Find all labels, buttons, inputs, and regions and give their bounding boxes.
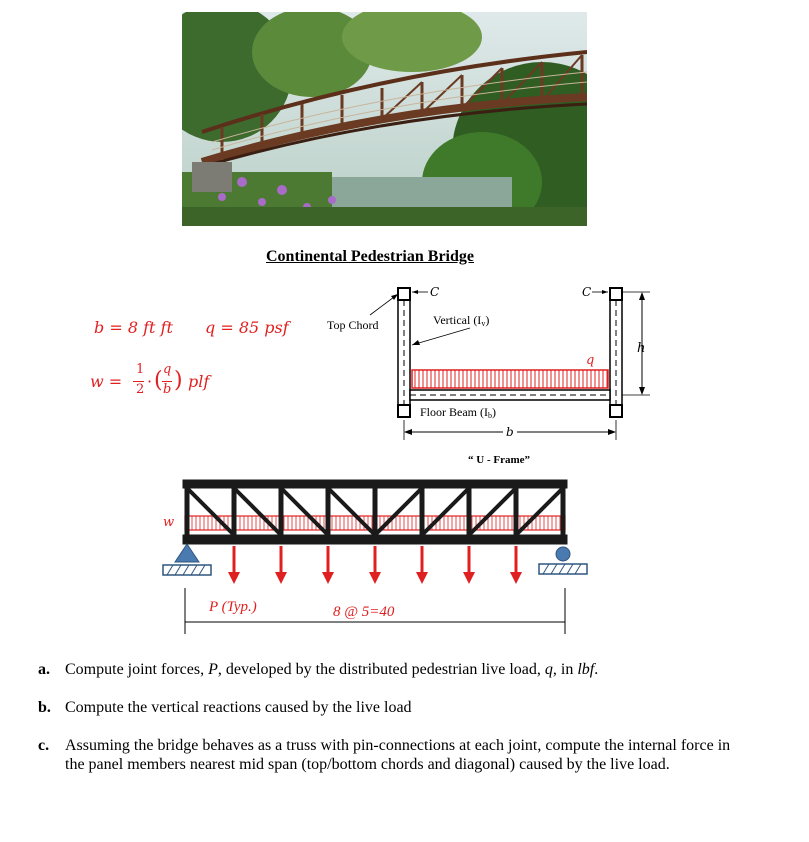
question-label: a. [38,661,50,678]
joint-load-arrow [510,572,522,584]
half-denominator: 2 [136,382,145,397]
p-typical-label: P (Typ.) [209,599,257,615]
c-label-left: C [430,285,440,299]
question-text: Assuming the bridge behaves as a truss with pin-connections at each joint, compute the internal force in the panel members nearest mid span (top/bottom chords and diagonal) caused by the live load. [65,737,731,773]
h-label: h [637,341,646,356]
right-post [610,288,622,417]
joint-load-arrow [275,572,287,584]
q-over-b-denominator: b [163,382,172,397]
truss-diagram [155,470,595,640]
question-b [38,698,738,717]
b-label: b [506,425,514,439]
joint-load-arrows [228,546,522,584]
b-value: b = 8 ft ft [94,318,173,337]
question-c [38,736,738,774]
half-numerator: 1 [136,362,145,377]
question-label: c. [38,737,50,754]
question-label: b. [38,699,51,716]
u-frame-diagram [320,280,660,470]
left-post [398,288,410,417]
q-label: q [586,353,595,368]
question-a: a. Compute joint forces, P, developed by the distributed pedestrian live load, q, in lbf. [38,661,599,678]
joint-load-arrow [228,572,240,584]
q-over-b-numerator: q [163,362,172,377]
w-equation: w = 1 2 · ( q b ) plf [90,362,210,397]
span-label: 8 @ 5=40 [333,604,395,620]
pin-support [163,544,211,575]
w-unit: plf [188,372,210,391]
joint-load-arrow [369,572,381,584]
joint-load-arrow [416,572,428,584]
u-frame-title: “ U - Frame” [468,454,531,466]
q-value: q = 85 psf [205,318,289,337]
floor-beam-label: Floor Beam (Ib) [420,405,496,420]
figure-caption: Continental Pedestrian Bridge [266,248,474,265]
joint-load-arrow [463,572,475,584]
vertical-label: Vertical (Iv) [433,313,490,328]
top-chord-label: Top Chord [327,318,379,332]
w-label: w [163,515,175,530]
bridge-photo [182,12,587,226]
questions-list [38,660,738,793]
joint-load-arrow [322,572,334,584]
question-text: Compute the vertical reactions caused by the live load [65,699,412,716]
w-prefix: w = [90,372,123,391]
roller-support [539,547,587,574]
truss-frame [183,480,567,544]
distributed-load-q [412,370,608,388]
c-label-right: C [582,285,592,299]
